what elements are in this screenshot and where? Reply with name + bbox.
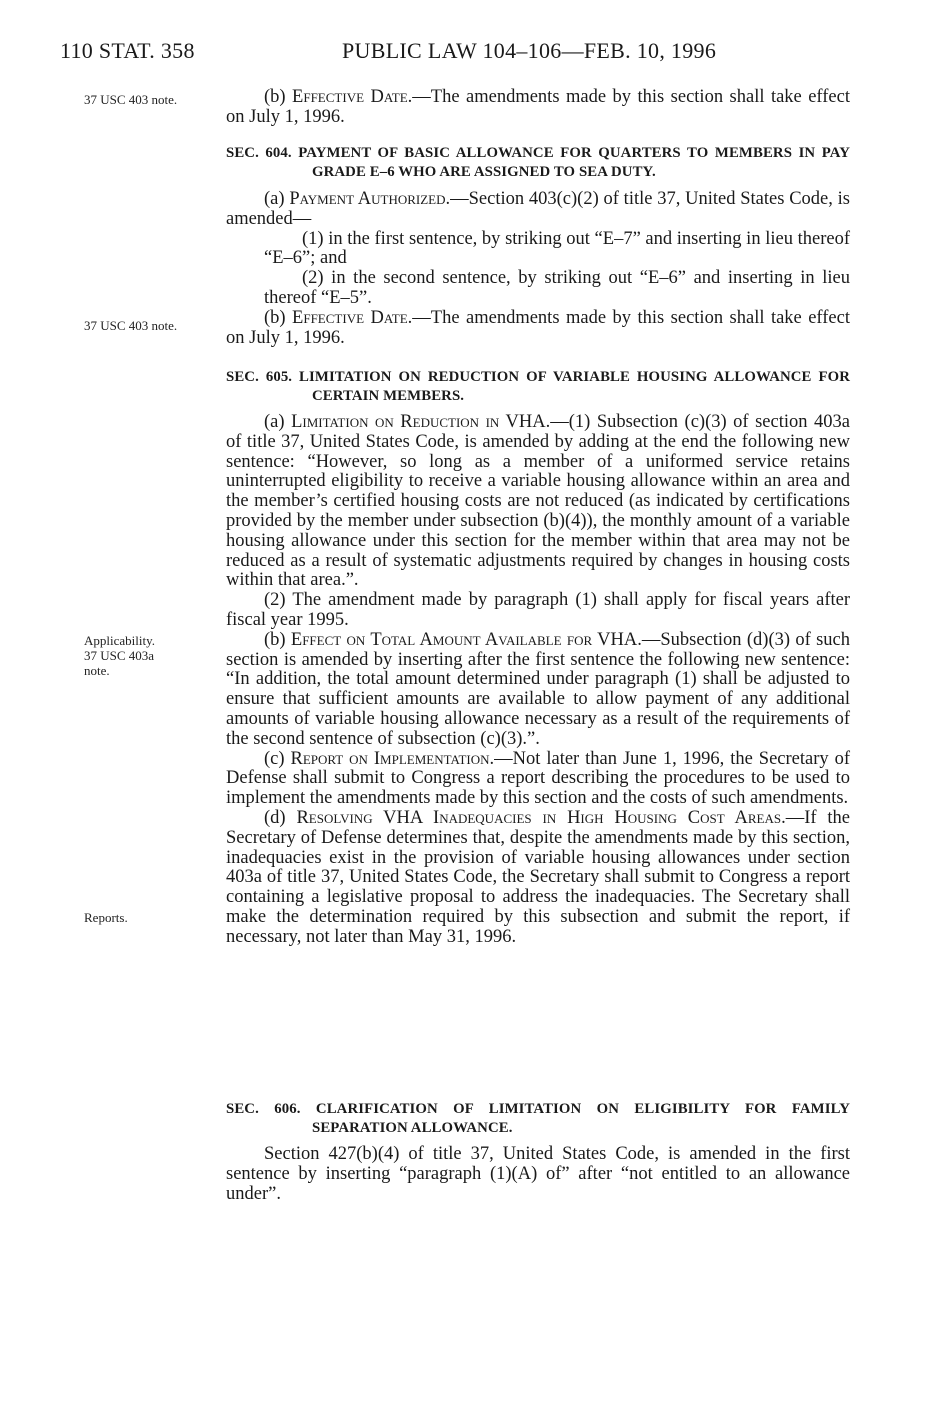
margin-note-usc-1: 37 USC 403 note. <box>84 92 178 107</box>
section-604 <box>226 144 850 182</box>
margin-note-usc-2: 37 USC 403 note. <box>84 318 178 333</box>
paragraph-605-d: (d) Resolving VHA Inadequacies in High Housing Cost Areas.—If the Secretary of Defense determines that, despite the amendments made by this section, inadequacies exist in the provision of variable housing allowances under section 403a of title 37, United States Code, the Secretary shall submit to Congress a report containing a legislative proposal to address the inadequacies. The Secretary shall make the determination required by this subsection and submit the report, if necessary, not later than May 31, 1996. <box>226 807 850 947</box>
section-605-body <box>226 413 850 948</box>
subsection-heading: Effect on Total Amount Available for VHA <box>290 629 638 650</box>
subsection-heading: Report on Implementation <box>290 748 490 769</box>
section-605 <box>226 368 850 406</box>
paragraph-605-a: (a) Limitation on Reduction in VHA.—(1) Subsection (c)(3) of section 403a of title 37, United States Code, is amended by adding at the end the following new sentence: “However, so long as a member of a uniformed service retains uninterrupted eligibility to receive a variable housing allowance within an area and the member’s certified housing costs are not reduced (as indicated by certifications provided by the member under subsection (b)(4)), the monthly amount of a variable housing allowance under this section for the member within that area may not be reduced as a result of systematic adjustments required by changes in housing costs within that area.”. <box>226 412 850 591</box>
paragraph-605-b: (b) Effect on Total Amount Available for VHA.—Subsection (d)(3) of such section is amended by inserting after the first sentence the following new sentence: “In addition, the total amount determined under paragraph (1) shall be adjusted to ensure that sufficient amounts are available to allow payment of any additional amounts of variable housing allowance necessary as a result of the requirements of the second sentence of subsection (c)(3).”. <box>226 629 850 749</box>
running-header <box>60 38 760 68</box>
paragraph-effective-date-1: (b) Effective Date.—The amendments made by this section shall take effect on July 1, 1996. <box>226 87 850 127</box>
paragraph-604-b: (b) Effective Date.—The amendments made by this section shall take effect on July 1, 1996. <box>226 307 850 348</box>
stat-reference: 110 STAT. 358 <box>60 38 195 63</box>
paragraph-604-a-2: (2) in the second sentence, by striking out “E–6” and inserting in lieu thereof “E–5”. <box>264 268 850 308</box>
paragraph-605-a-2: (2) The amendment made by paragraph (1) shall apply for fiscal years after fiscal year 1995. <box>226 590 850 630</box>
section-606 <box>226 1100 850 1138</box>
margin-note-applicability <box>84 633 214 678</box>
paragraph-604-a-1: (1) in the first sentence, by striking out “E–7” and inserting in lieu thereof “E–6”; and <box>264 228 850 269</box>
subsection-heading: Payment Authorized <box>289 189 446 209</box>
section-604-heading: SEC. 604. PAYMENT OF BASIC ALLOWANCE FOR QUARTERS TO MEMBERS IN PAY GRADE E–6 WHO ARE ASSIGNED TO SEA DUTY. <box>226 145 850 180</box>
margin-note-applicability-line2: 37 USC 403a <box>84 648 155 663</box>
block-prior-section-b <box>226 88 850 128</box>
margin-note-reports: Reports. <box>84 910 128 925</box>
subsection-heading: Limitation on Reduction in VHA <box>291 412 546 432</box>
paragraph-604-a: (a) Payment Authorized.—Section 403(c)(2) of title 37, United States Code, is amended— <box>226 189 850 229</box>
public-law-reference: PUBLIC LAW 104–106—FEB. 10, 1996 <box>342 38 717 63</box>
paragraph-605-c: (c) Report on Implementation.—Not later than June 1, 1996, the Secretary of Defense shall submit to Congress a report describing the procedures to be used to implement the amendments made by this section and the costs of such amendments. <box>226 748 850 809</box>
subsection-heading: Effective Date <box>292 307 408 328</box>
margin-note-applicability-line3: note. <box>84 663 110 678</box>
section-604-body <box>226 190 850 348</box>
paragraph-606: Section 427(b)(4) of title 37, United States Code, is amended in the first sentence by inserting “paragraph (1)(A) of” after “not entitled to an allowance under”. <box>226 1144 850 1204</box>
section-606-heading: SEC. 606. CLARIFICATION OF LIMITATION ON ELIGIBILITY FOR FAMILY SEPARATION ALLOWANCE. <box>226 1101 850 1136</box>
subsection-heading: Effective Date <box>292 87 408 107</box>
section-605-heading: SEC. 605. LIMITATION ON REDUCTION OF VARIABLE HOUSING ALLOWANCE FOR CERTAIN MEMBERS. <box>226 369 850 404</box>
margin-note-applicability-line1: Applicability. <box>84 633 156 648</box>
section-606-body <box>226 1145 850 1204</box>
subsection-heading: Resolving VHA Inadequacies in High Housing Cost Areas <box>296 807 782 828</box>
